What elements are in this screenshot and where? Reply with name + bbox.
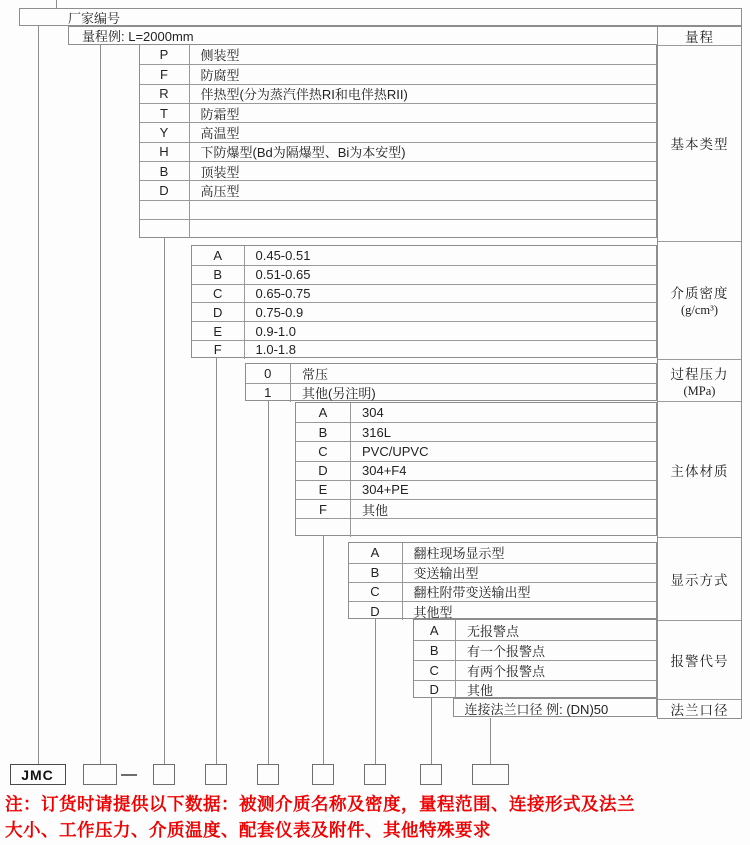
option-row-basic-type-R <box>140 84 657 103</box>
option-description: 高温型 <box>200 126 240 142</box>
range-example-label: 量程例: L=2000mm <box>82 28 194 44</box>
option-row-body-material-empty <box>296 518 656 537</box>
option-description: 其他型 <box>413 604 453 620</box>
range-example-row <box>68 26 658 45</box>
option-row-basic-type-F <box>140 64 657 83</box>
model-slot-flange-size-box <box>472 764 509 785</box>
option-row-medium-density-F <box>192 340 656 359</box>
option-code: Y <box>140 123 190 141</box>
group-process-pressure-table <box>245 363 658 401</box>
option-code <box>140 220 190 238</box>
option-row-process-pressure-1 <box>246 383 657 402</box>
option-description: 变送输出型 <box>413 566 479 582</box>
model-slot-body-material-box <box>312 764 334 785</box>
label-text: 基本类型 <box>670 137 729 153</box>
model-slot-process-pressure-box <box>257 764 279 785</box>
option-code: E <box>192 322 245 340</box>
option-code: D <box>296 462 351 480</box>
option-description: PVC/UPVC <box>362 443 429 459</box>
option-row-body-material-B <box>296 422 656 441</box>
group-display-mode-table <box>348 542 658 619</box>
option-row-body-material-F <box>296 499 656 518</box>
group-body-material-table <box>295 402 657 536</box>
option-description: 0.65-0.75 <box>255 285 311 301</box>
option-row-medium-density-A <box>192 246 656 265</box>
option-code: D <box>192 303 245 321</box>
option-code: P <box>140 45 190 64</box>
top-connector-tick <box>56 0 57 8</box>
category-label-alarm-code <box>658 620 741 699</box>
category-label-column <box>657 26 742 719</box>
option-code: R <box>140 85 190 103</box>
option-description: 防霜型 <box>200 106 240 122</box>
option-row-alarm-code-D <box>414 680 657 700</box>
option-description: 有两个报警点 <box>467 663 546 679</box>
option-row-body-material-C <box>296 441 656 460</box>
option-description: 316L <box>362 424 391 440</box>
option-description: 常压 <box>302 366 329 382</box>
option-code: 1 <box>246 384 292 402</box>
option-row-body-material-A <box>296 403 656 422</box>
connector-line-medium-density <box>216 358 217 764</box>
option-description <box>351 519 656 537</box>
option-code <box>140 201 190 219</box>
option-row-display-mode-D <box>349 601 657 620</box>
option-row-body-material-E <box>296 480 656 499</box>
option-description: 翻柱现场显示型 <box>413 546 505 562</box>
label-subtext: (MPa) <box>683 383 716 398</box>
option-description: 304+PE <box>362 482 409 498</box>
label-text: 量程 <box>685 29 714 45</box>
option-code: B <box>192 266 245 284</box>
option-row-alarm-code-C <box>414 660 657 680</box>
option-row-basic-type-empty <box>140 219 657 238</box>
category-label-medium-density <box>658 241 741 359</box>
option-description: 连接法兰口径 例: (DN)50 <box>464 702 609 718</box>
option-description: 304+F4 <box>362 463 407 479</box>
connector-line-flange-size <box>490 718 491 765</box>
option-row-basic-type-Y <box>140 122 657 141</box>
option-row-basic-type-T <box>140 103 657 122</box>
option-code: B <box>296 423 351 441</box>
model-slot-medium-density-box <box>205 764 227 785</box>
option-description: 顶装型 <box>200 164 240 180</box>
option-code: E <box>296 481 351 499</box>
option-code: D <box>349 602 403 620</box>
option-code: A <box>349 543 403 562</box>
manufacturer-code-row <box>19 8 742 26</box>
option-description: 侧装型 <box>200 48 240 64</box>
option-code: F <box>140 65 190 83</box>
option-row-medium-density-E <box>192 321 656 340</box>
option-row-alarm-code-A <box>414 620 657 640</box>
group-flange-size-table <box>453 698 658 717</box>
option-row-flange-size-text <box>454 699 657 718</box>
option-row-display-mode-C <box>349 582 657 601</box>
option-description: 0.51-0.65 <box>255 267 311 283</box>
option-description: 0.45-0.51 <box>255 247 311 263</box>
model-separator-dash <box>121 774 137 776</box>
option-row-basic-type-empty <box>140 200 657 219</box>
group-alarm-code-table <box>413 619 658 698</box>
option-description: 0.9-1.0 <box>255 323 296 339</box>
label-text: 显示方式 <box>670 573 729 589</box>
label-text: 报警代号 <box>670 654 729 670</box>
option-description: 其他 <box>467 683 494 699</box>
order-note-line2: 大小、工作压力、介质温度、配套仪表及附件、其他特殊要求 <box>5 820 491 840</box>
option-code: B <box>349 564 403 582</box>
label-text: 过程压力 <box>670 366 729 382</box>
label-subtext: (g/cm³) <box>680 303 719 318</box>
option-description <box>190 220 657 238</box>
option-row-medium-density-B <box>192 265 656 284</box>
option-code: A <box>296 403 351 422</box>
option-code: T <box>140 104 190 122</box>
option-code: F <box>296 500 351 518</box>
connector-line-body-material <box>323 536 324 764</box>
option-description: 伴热型(分为蒸汽伴热RI和电伴热RII) <box>200 87 408 103</box>
option-code: C <box>296 442 351 460</box>
label-text: 主体材质 <box>670 463 729 479</box>
category-label-basic-type <box>658 45 741 242</box>
option-code: B <box>414 641 457 660</box>
option-code: B <box>140 162 190 180</box>
connector-line-display-mode <box>375 619 376 764</box>
manufacturer-code-label: 厂家编号 <box>68 10 121 26</box>
option-row-display-mode-A <box>349 543 657 562</box>
connector-line-basic-type <box>164 238 165 765</box>
option-description <box>190 201 657 219</box>
order-note-line1: 注：订货时请提供以下数据：被测介质名称及密度，量程范围、连接形式及法兰 <box>5 794 635 814</box>
option-description: 304 <box>362 405 384 421</box>
option-row-process-pressure-0 <box>246 364 657 383</box>
option-description: 下防爆型(Bd为隔爆型、Bi为本安型) <box>200 145 406 161</box>
option-row-basic-type-B <box>140 161 657 180</box>
option-row-medium-density-D <box>192 302 656 321</box>
option-description: 有一个报警点 <box>467 643 546 659</box>
option-row-alarm-code-B <box>414 640 657 660</box>
connector-line-range <box>100 44 101 765</box>
option-row-basic-type-H <box>140 142 657 161</box>
option-row-body-material-D <box>296 461 656 480</box>
model-slot-range-box <box>83 764 117 785</box>
model-slot-display-mode-box <box>364 764 386 785</box>
connector-line-process-pressure <box>268 401 269 765</box>
option-code: F <box>192 341 245 359</box>
option-row-medium-density-C <box>192 284 656 303</box>
model-slot-alarm-code-box <box>420 764 442 785</box>
label-text: 介质密度 <box>670 286 729 302</box>
category-label-range <box>658 27 741 45</box>
option-row-display-mode-B <box>349 563 657 582</box>
model-prefix-box: JMC <box>10 764 66 785</box>
order-note <box>5 791 747 843</box>
option-code <box>296 519 351 537</box>
option-code: A <box>414 620 457 640</box>
option-code: H <box>140 143 190 161</box>
category-label-flange-size <box>658 699 741 718</box>
option-code: D <box>414 681 457 700</box>
option-description: 无报警点 <box>467 623 520 639</box>
label-text: 法兰口径 <box>670 703 729 719</box>
option-row-basic-type-D <box>140 180 657 199</box>
option-description: 其他(另注明) <box>302 386 376 401</box>
option-description: 1.0-1.8 <box>255 342 296 358</box>
group-medium-density-table <box>191 245 657 358</box>
option-description: 翻柱附带变送输出型 <box>413 585 531 601</box>
option-row-basic-type-P <box>140 45 657 64</box>
option-code: 0 <box>246 364 292 383</box>
option-code: A <box>192 246 245 265</box>
model-slot-basic-type-box <box>153 764 175 785</box>
option-description: 其他 <box>362 502 389 518</box>
option-code: C <box>192 285 245 303</box>
category-label-body-material <box>658 401 741 537</box>
option-code: C <box>414 661 457 680</box>
connector-line-manufacturer <box>38 26 39 765</box>
option-code: D <box>140 181 190 199</box>
option-description: 0.75-0.9 <box>255 304 304 320</box>
connector-line-alarm-code <box>431 698 432 764</box>
option-description: 高压型 <box>200 184 240 200</box>
category-label-display-mode <box>658 537 741 620</box>
category-label-process-pressure <box>658 359 741 402</box>
group-basic-type-table <box>139 44 658 238</box>
option-description: 防腐型 <box>200 68 240 84</box>
option-code: C <box>349 583 403 601</box>
